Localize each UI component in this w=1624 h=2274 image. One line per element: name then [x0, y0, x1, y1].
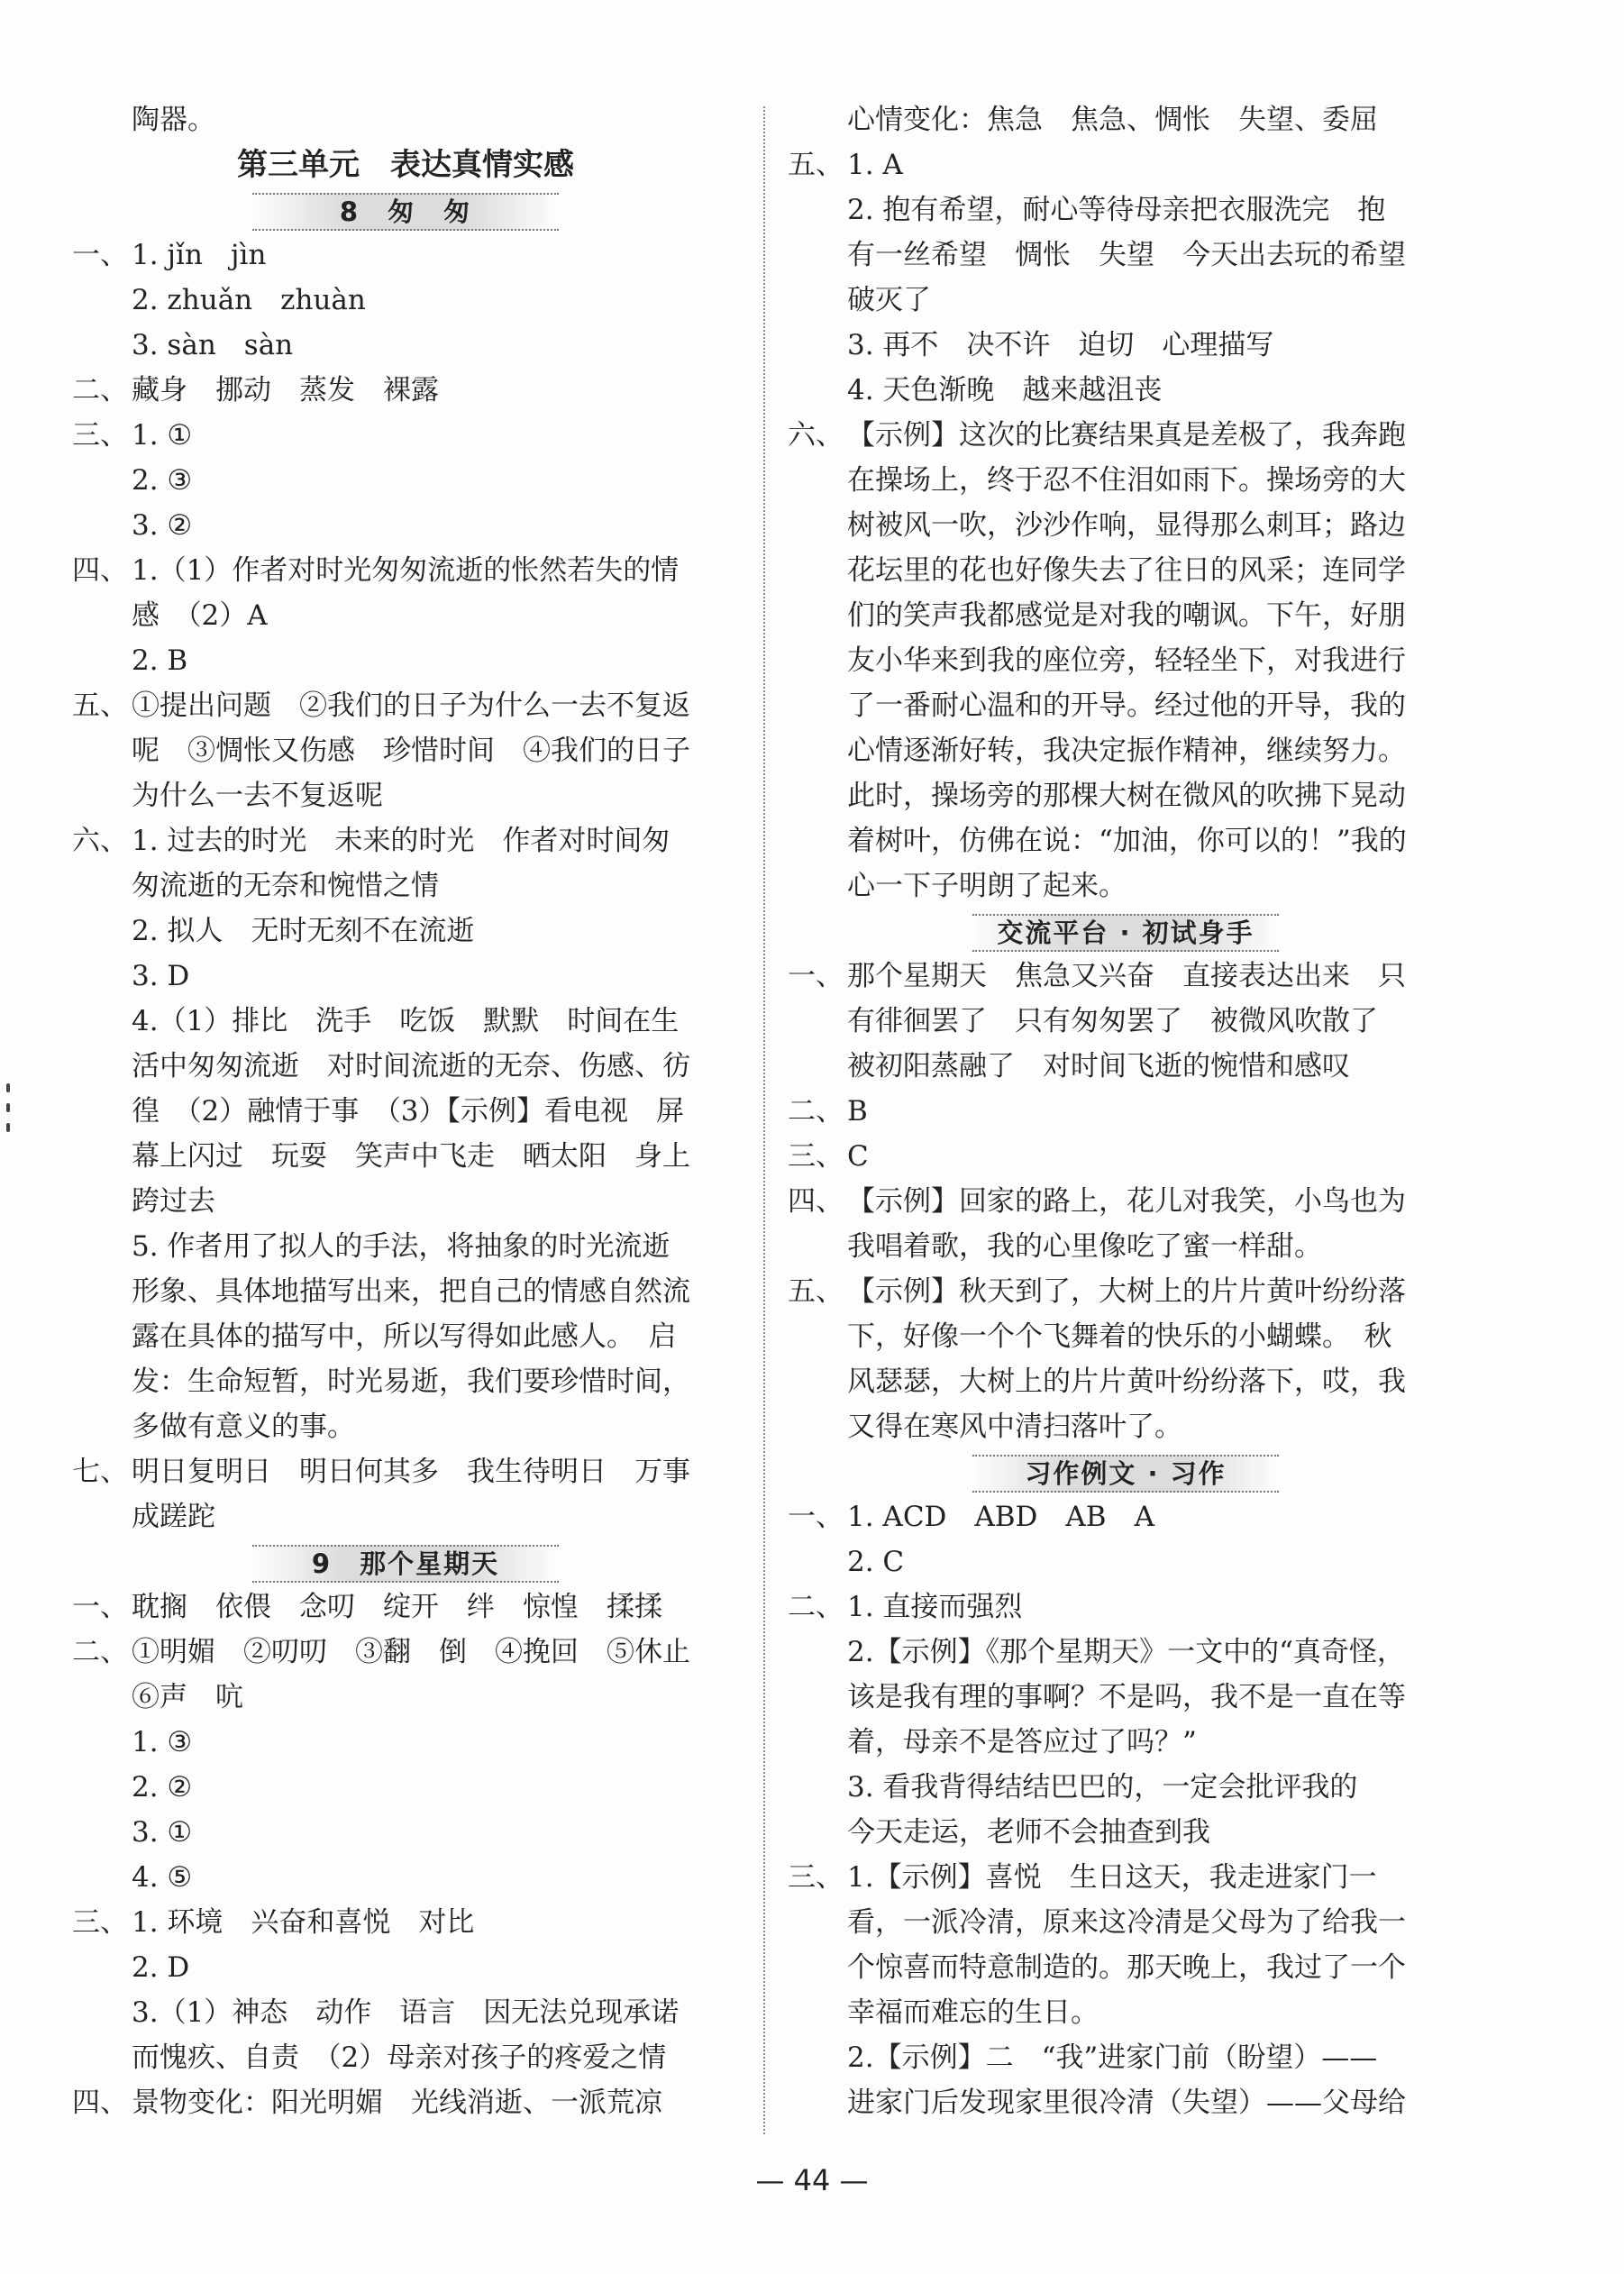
answer-text: 1. 直接而强烈	[847, 1591, 1023, 1623]
answer-text: 幕上闪过 玩耍 笑声中飞走 晒太阳 身上	[132, 1140, 690, 1173]
left-answer-line	[72, 1810, 739, 1855]
question-number: 三、	[788, 1140, 844, 1173]
answer-text: 耽搁 依偎 念叨 绽开 绊 惊惶 揉揉	[132, 1591, 662, 1623]
left-answer-line	[72, 954, 739, 999]
answer-text: ①提出问题 ②我们的日子为什么一去不复返	[132, 690, 690, 722]
left-answer-line	[72, 548, 739, 593]
answer-text: 又得在寒风中清扫落叶了。	[847, 1411, 1182, 1443]
answer-text: 那个星期天 焦急又兴奋 直接表达出来 只	[847, 960, 1406, 992]
answer-text: 而愧疚、自责 （2）母亲对孩子的疼爱之情	[132, 2041, 667, 2074]
section-title-text: 习作例文 · 习作	[972, 1455, 1279, 1493]
right-answer-line	[788, 1810, 1464, 1855]
question-number: 三、	[788, 1861, 844, 1894]
section-title	[788, 909, 1464, 954]
question-number: 三、	[72, 419, 128, 452]
right-answer-line	[788, 1630, 1464, 1675]
answer-text: 4. 天色渐晚 越来越沮丧	[847, 374, 1163, 406]
answer-text: 心情逐渐好转，我决定振作精神，继续努力。	[847, 735, 1406, 767]
answer-text: 个惊喜而特意制造的。那天晚上，我过了一个	[847, 1951, 1406, 1984]
answer-text: 1. ③	[132, 1726, 193, 1758]
left-answer-line	[72, 1584, 739, 1630]
right-answer-line	[788, 954, 1464, 999]
answer-text: 在操场上，终于忍不住泪如雨下。操场旁的大	[847, 464, 1406, 497]
answer-text: 们的笑声我都感觉是对我的嘲讽。下午，好朋	[847, 599, 1406, 632]
right-answer-line	[788, 1765, 1464, 1810]
left-answer-line	[72, 97, 739, 142]
right-answer-line	[788, 1539, 1464, 1584]
answer-text: 【示例】秋天到了，大树上的片片黄叶纷纷落	[847, 1275, 1406, 1308]
right-answer-line	[788, 1044, 1464, 1089]
right-answer-line	[788, 1855, 1464, 1900]
answer-text: 1. ACD ABD AB A	[847, 1501, 1154, 1533]
answer-text: 景物变化：阳光明媚 光线消逝、一派荒凉	[132, 2087, 662, 2119]
answer-text: 发：生命短暂，时光易逝，我们要珍惜时间，	[132, 1365, 690, 1398]
answer-text: 3. ①	[132, 1816, 193, 1849]
answer-text: 破灭了	[847, 284, 931, 316]
answer-text: 1.【示例】喜悦 生日这天，我走进家门一	[847, 1861, 1377, 1894]
answer-text: 心情变化：焦急 焦急、惆怅 失望、委屈	[847, 104, 1378, 136]
answer-text: 形象、具体地描写出来，把自己的情感自然流	[132, 1275, 690, 1308]
answer-text: 2. ③	[132, 464, 193, 497]
question-number: 五、	[788, 149, 844, 181]
left-answer-line	[72, 413, 739, 458]
right-answer-line	[788, 503, 1464, 548]
answer-text: 今天走运，老师不会抽查到我	[847, 1816, 1210, 1849]
right-answer-line	[788, 548, 1464, 593]
right-answer-line	[788, 458, 1464, 503]
left-answer-line	[72, 1359, 739, 1404]
right-answer-line	[788, 1224, 1464, 1269]
answer-text: 跨过去	[132, 1185, 215, 1218]
left-answer-line	[72, 1179, 739, 1224]
right-answer-line	[788, 368, 1464, 413]
section-title-text: 9 那个星期天	[252, 1545, 559, 1583]
answer-text: 【示例】这次的比赛结果真是差极了，我奔跑	[847, 419, 1406, 452]
page-number: — 44 —	[755, 2163, 869, 2197]
right-answer-line	[788, 683, 1464, 728]
right-answer-line	[788, 97, 1464, 142]
right-answer-line	[788, 1494, 1464, 1539]
right-answer-line	[788, 233, 1464, 278]
answer-text: 友小华来到我的座位旁，轻轻坐下，对我进行	[847, 644, 1406, 677]
right-answer-line	[788, 999, 1464, 1044]
question-number: 五、	[788, 1275, 844, 1308]
question-number: 一、	[72, 1591, 128, 1623]
answer-text: 进家门后发现家里很冷清（失望）——父母给	[847, 2087, 1406, 2119]
right-answer-line	[788, 2035, 1464, 2080]
left-answer-line	[72, 863, 739, 909]
answer-text: ⑥声 吭	[132, 1681, 243, 1713]
left-answer-line	[72, 1134, 739, 1179]
right-answer-line	[788, 413, 1464, 458]
answer-text: 1. 环境 兴奋和喜悦 对比	[132, 1906, 475, 1939]
answer-text: 该是我有理的事啊？不是吗，我不是一直在等	[847, 1681, 1406, 1713]
left-answer-line	[72, 593, 739, 638]
left-answer-line	[72, 1089, 739, 1134]
answer-text: 成蹉跎	[132, 1501, 215, 1533]
left-answer-line	[72, 1404, 739, 1449]
answer-text: 下，好像一个个飞舞着的快乐的小蝴蝶。 秋	[847, 1320, 1392, 1353]
left-answer-line	[72, 1494, 739, 1539]
question-number: 一、	[72, 239, 128, 271]
left-answer-line	[72, 233, 739, 278]
right-answer-line	[788, 1404, 1464, 1449]
right-answer-line	[788, 1945, 1464, 1990]
left-answer-line	[72, 2035, 739, 2080]
answer-text: 徨 （2）融情于事 （3）【示例】看电视 屏	[132, 1095, 684, 1128]
left-answer-line	[72, 1720, 739, 1765]
answer-text: 2. 拟人 无时无刻不在流逝	[132, 915, 475, 947]
answer-text: C	[847, 1140, 869, 1173]
answer-text: 心一下子明朗了起来。	[847, 870, 1127, 902]
question-number: 二、	[788, 1591, 844, 1623]
answer-text: 着树叶，仿佛在说：“加油，你可以的！”我的	[847, 825, 1407, 857]
left-answer-line	[72, 368, 739, 413]
binding-marks	[4, 1073, 13, 1181]
section-title	[72, 1539, 739, 1584]
right-answer-line	[788, 1134, 1464, 1179]
left-answer-line	[72, 458, 739, 503]
answer-text: 有一丝希望 惆怅 失望 今天出去玩的希望	[847, 239, 1406, 271]
left-answer-line	[72, 503, 739, 548]
left-answer-line	[72, 728, 739, 773]
right-answer-line	[788, 1269, 1464, 1314]
left-column	[72, 97, 739, 2125]
left-answer-line	[72, 683, 739, 728]
left-answer-line	[72, 773, 739, 818]
answer-text: B	[847, 1095, 868, 1128]
answer-text: 2. D	[132, 1951, 190, 1984]
answer-text: 1. 过去的时光 未来的时光 作者对时间匆	[132, 825, 671, 857]
answer-text: 感 （2）A	[132, 599, 268, 632]
answer-text: 3. ②	[132, 509, 193, 542]
answer-text: 5. 作者用了拟人的手法，将抽象的时光流逝	[132, 1230, 671, 1263]
right-answer-line	[788, 1314, 1464, 1359]
question-number: 二、	[788, 1095, 844, 1128]
left-answer-line	[72, 818, 739, 863]
answer-text: 着，母亲不是答应过了吗？”	[847, 1726, 1197, 1758]
left-answer-line	[72, 1449, 739, 1494]
answer-text: 1. jǐn jìn	[132, 239, 267, 271]
section-title-text: 交流平台 · 初试身手	[972, 914, 1279, 952]
right-answer-line	[788, 1720, 1464, 1765]
left-answer-line	[72, 638, 739, 683]
question-number: 七、	[72, 1456, 128, 1488]
section-title-text: 8 匆 匆	[252, 193, 559, 231]
left-answer-line	[72, 1945, 739, 1990]
answer-text: 为什么一去不复返呢	[132, 780, 383, 812]
answer-text: 3. 再不 决不许 迫切 心理描写	[847, 329, 1274, 361]
answer-text: 被初阳蒸融了 对时间飞逝的惋惜和感叹	[847, 1050, 1350, 1082]
answer-text: 此时，操场旁的那棵大树在微风的吹拂下晃动	[847, 780, 1406, 812]
right-column	[788, 97, 1464, 2125]
left-answer-line	[72, 1765, 739, 1810]
question-number: 一、	[788, 1501, 844, 1533]
left-answer-line	[72, 1269, 739, 1314]
column-divider	[763, 106, 765, 2134]
answer-text: 藏身 挪动 蒸发 裸露	[132, 374, 439, 406]
right-answer-line	[788, 863, 1464, 909]
left-answer-line	[72, 1630, 739, 1675]
left-answer-line	[72, 278, 739, 323]
answer-text: 2. B	[132, 644, 188, 677]
question-number: 三、	[72, 1906, 128, 1939]
answer-text: 明日复明日 明日何其多 我生待明日 万事	[132, 1456, 690, 1488]
right-answer-line	[788, 323, 1464, 368]
answer-text: 花坛里的花也好像失去了往日的风采；连同学	[847, 554, 1406, 587]
answer-text: 2.【示例】《那个星期天》一文中的“真奇怪，	[847, 1636, 1405, 1668]
answer-text: 风瑟瑟，大树上的片片黄叶纷纷落下，哎，我	[847, 1365, 1406, 1398]
left-answer-line	[72, 1224, 739, 1269]
right-answer-line	[788, 1089, 1464, 1134]
left-answer-line	[72, 1855, 739, 1900]
question-number: 四、	[72, 2087, 128, 2119]
question-number: 四、	[788, 1185, 844, 1218]
right-answer-line	[788, 142, 1464, 187]
left-answer-line	[72, 1990, 739, 2035]
question-number: 一、	[788, 960, 844, 992]
right-answer-line	[788, 593, 1464, 638]
left-answer-line	[72, 2080, 739, 2125]
answer-text: 陶器。	[132, 104, 215, 136]
answer-text: 2. zhuǎn zhuàn	[132, 284, 366, 316]
right-answer-line	[788, 278, 1464, 323]
right-answer-line	[788, 1990, 1464, 2035]
answer-text: 3. 看我背得结结巴巴的，一定会批评我的	[847, 1771, 1358, 1804]
answer-text: 3. D	[132, 960, 190, 992]
section-title	[788, 1449, 1464, 1494]
left-answer-line	[72, 1044, 739, 1089]
left-answer-line	[72, 1675, 739, 1720]
question-number: 六、	[72, 825, 128, 857]
question-number: 二、	[72, 374, 128, 406]
question-number: 六、	[788, 419, 844, 452]
answer-text: 匆流逝的无奈和惋惜之情	[132, 870, 439, 902]
answer-text: 我唱着歌，我的心里像吃了蜜一样甜。	[847, 1230, 1322, 1263]
answer-text: 树被风一吹，沙沙作响，显得那么刺耳；路边	[847, 509, 1406, 542]
right-answer-line	[788, 728, 1464, 773]
answer-text: 有徘徊罢了 只有匆匆罢了 被微风吹散了	[847, 1005, 1378, 1037]
answer-text: 2. C	[847, 1546, 905, 1578]
left-answer-line	[72, 1314, 739, 1359]
right-answer-line	[788, 2080, 1464, 2125]
left-answer-line	[72, 323, 739, 368]
right-answer-line	[788, 187, 1464, 233]
right-answer-line	[788, 638, 1464, 683]
answer-text: 幸福而难忘的生日。	[847, 1996, 1099, 2029]
question-number: 四、	[72, 554, 128, 587]
answer-text: 2. ②	[132, 1771, 193, 1804]
answer-text: ①明媚 ②叨叨 ③翻 倒 ④挽回 ⑤休止	[132, 1636, 690, 1668]
answer-text: 【示例】回家的路上，花儿对我笑，小鸟也为	[847, 1185, 1406, 1218]
right-answer-line	[788, 1675, 1464, 1720]
answer-text: 2.【示例】二 “我”进家门前（盼望）——	[847, 2041, 1378, 2074]
left-answer-line	[72, 1900, 739, 1945]
answer-text: 了一番耐心温和的开导。经过他的开导，我的	[847, 690, 1406, 722]
answer-text: 看，一派冷清，原来这冷清是父母为了给我一	[847, 1906, 1406, 1939]
left-answer-line	[72, 909, 739, 954]
answer-text: 1. ①	[132, 419, 193, 452]
right-answer-line	[788, 818, 1464, 863]
answer-text: 呢 ③惆怅又伤感 珍惜时间 ④我们的日子	[132, 735, 690, 767]
right-answer-line	[788, 1359, 1464, 1404]
right-answer-line	[788, 1179, 1464, 1224]
answer-text: 3. sàn sàn	[132, 329, 294, 361]
right-answer-line	[788, 773, 1464, 818]
answer-text: 4. ⑤	[132, 1861, 193, 1894]
right-answer-line	[788, 1900, 1464, 1945]
answer-text: 3.（1）神态 动作 语言 因无法兑现承诺	[132, 1996, 680, 2029]
left-answer-line	[72, 999, 739, 1044]
answer-text: 露在具体的描写中，所以写得如此感人。 启	[132, 1320, 677, 1353]
section-title	[72, 187, 739, 233]
question-number: 二、	[72, 1636, 128, 1668]
answer-text: 多做有意义的事。	[132, 1411, 355, 1443]
question-number: 五、	[72, 690, 128, 722]
answer-text: 4.（1）排比 洗手 吃饭 默默 时间在生	[132, 1005, 680, 1037]
right-answer-line	[788, 1584, 1464, 1630]
answer-text: 1. A	[847, 149, 903, 181]
answer-text: 活中匆匆流逝 对时间流逝的无奈、伤感、彷	[132, 1050, 690, 1082]
answer-text: 1.（1）作者对时光匆匆流逝的怅然若失的情	[132, 554, 680, 587]
unit-heading: 第三单元 表达真情实感	[237, 147, 574, 183]
answer-text: 2. 抱有希望，耐心等待母亲把衣服洗完 抱	[847, 194, 1386, 226]
